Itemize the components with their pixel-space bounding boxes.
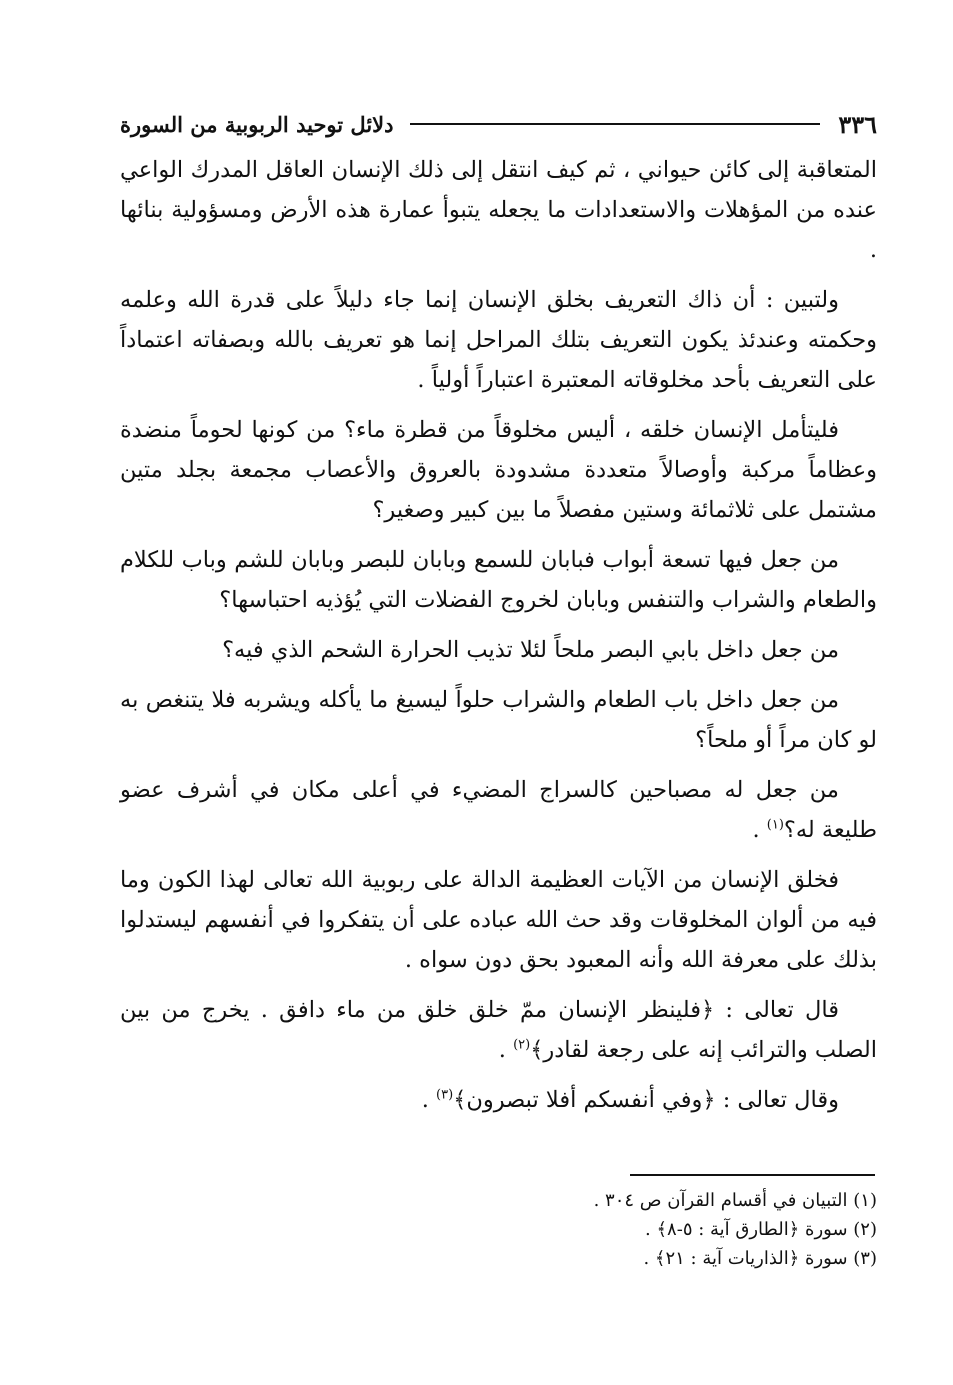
header-rule bbox=[410, 123, 821, 125]
footnote-1: (١) التبيان في أقسام القرآن ص ٣٠٤ . bbox=[593, 1190, 877, 1211]
footnotes bbox=[120, 1186, 877, 1273]
paragraph-3: فليتأمل الإنسان خلقه ، أليس مخلوقاً من قطرة ماء؟ من كونها لحوماً منضدة وعظاماً مركبة وأوصالاً متعددة مشدودة بالعروق والأعصاب مجمعة بجلد متين مشتمل على ثلاثمائة وستين مفصلاً ما بين كبير وصغير؟ bbox=[120, 417, 877, 523]
paragraph-8: فخلق الإنسان من الآيات العظيمة الدالة على ربوبية الله تعالى لهذا الكون وما فيه من ألوان المخلوقات وقد حث الله عباده على أن يتفكروا في أنفسهم ليستدلوا بذلك على معرفة الله وأنه المعبود بحق دون سواه . bbox=[120, 867, 877, 973]
footnote-2: (٢) سورة ﴿الطارق آية : ٥-٨﴾ . bbox=[645, 1219, 877, 1240]
paragraph-1: المتعاقبة إلى كائن حيواني ، ثم كيف انتقل إلى ذلك الإنسان العاقل المدرك الواعي عنده من المؤهلات والاستعدادات ما يجعله يتبوأ عمارة هذه الأرض ومسؤولية بنائها . bbox=[120, 157, 877, 263]
paragraph-2: ولتبين : أن ذاك التعريف بخلق الإنسان إنما جاء دليلاً على قدرة الله وعلمه وحكمته وعندئذ يكون التعريف بتلك المراحل إنما هو تعريف بالله وبصفاته اعتماداً على التعريف بأحد مخلوقاته المعتبرة اعتباراً أولياً . bbox=[120, 287, 877, 393]
page-number: ٣٣٦ bbox=[838, 109, 877, 139]
paragraph-4: من جعل فيها تسعة أبواب فبابان للسمع وبابان للبصر وبابان للشم وباب للكلام والطعام والشراب والتنفس وبابان لخروج الفضلات التي يُؤذيه احتباسها؟ bbox=[120, 547, 877, 613]
paragraph-9-period: . bbox=[498, 1037, 514, 1063]
paragraph-10-period: . bbox=[421, 1087, 437, 1113]
paragraph-7 bbox=[120, 770, 877, 850]
paragraph-9 bbox=[120, 990, 877, 1070]
paragraph-10-text: وقال تعالى : ﴿وفي أنفسكم أفلا تبصرون﴾ bbox=[453, 1087, 839, 1113]
paragraph-6: من جعل داخل باب الطعام والشراب حلواً ليسيغ ما يأكله ويشربه فلا يتنغص به لو كان مراً أو ملحاً؟ bbox=[120, 687, 877, 753]
footnote-marker-2: (٢) bbox=[513, 1037, 531, 1053]
paragraph-7-period: . bbox=[752, 817, 767, 843]
footnote-marker-1: (١) bbox=[766, 817, 784, 833]
page-header bbox=[120, 104, 877, 144]
running-title: دلائل توحيد الربوبية من السورة bbox=[120, 111, 394, 137]
footnote-3: (٣) سورة ﴿الذاريات آية : ٢١﴾ . bbox=[643, 1248, 877, 1269]
paragraph-9-text: قال تعالى : ﴿فلينظر الإنسان ممّ خلق خلق من ماء دافق . يخرج من بين الصلب والترائب إنه على رجعة لقادر﴾ bbox=[120, 997, 877, 1063]
paragraph-10 bbox=[120, 1080, 877, 1120]
paragraph-5: من جعل داخل بابي البصر ملحاً لئلا تذيب الحرارة الشحم الذي فيه؟ bbox=[222, 637, 839, 663]
paragraph-7-text: من جعل له مصباحين كالسراج المضيء في أعلى مكان في أشرف عضو طليعة له؟ bbox=[120, 777, 877, 843]
footnote-marker-3: (٣) bbox=[436, 1087, 454, 1103]
footnote-separator bbox=[630, 1174, 875, 1176]
body-text bbox=[120, 150, 877, 1130]
